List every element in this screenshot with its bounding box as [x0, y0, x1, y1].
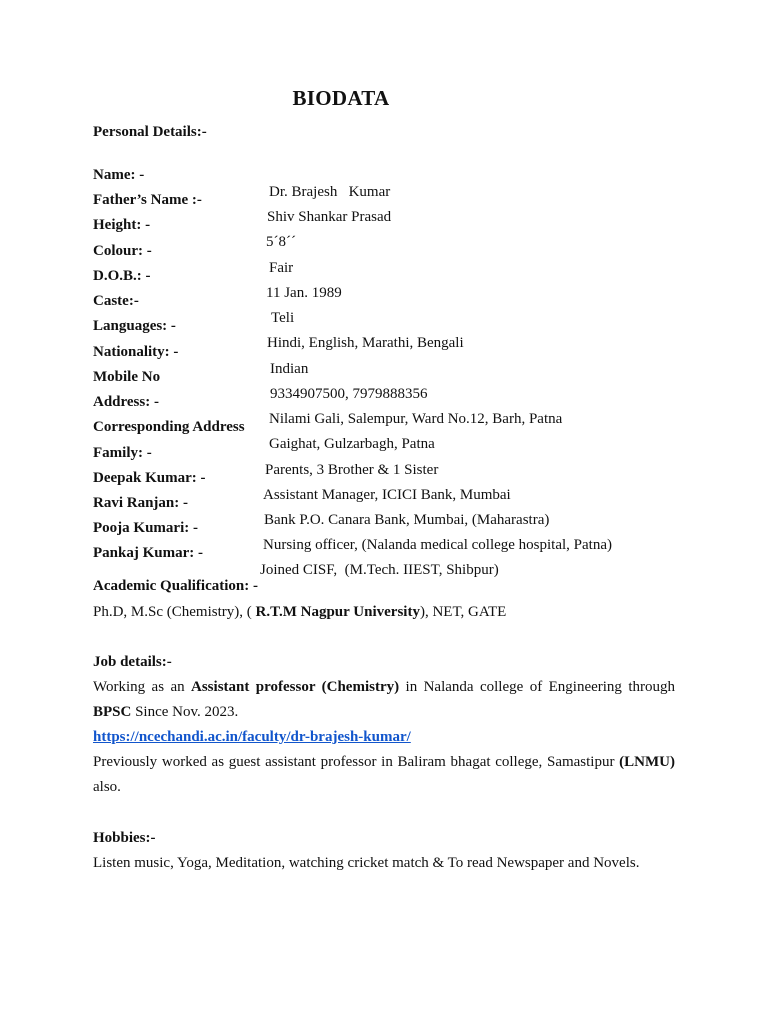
detail-label: Father’s Name :- [93, 192, 202, 208]
job-text-c: Since Nov. 2023. [131, 704, 239, 721]
detail-label: Deepak Kumar: - [93, 470, 206, 486]
detail-label: Languages: - [93, 318, 176, 334]
detail-label: Address: - [93, 394, 159, 410]
detail-value: 5´8´´ [266, 234, 296, 250]
detail-value: Assistant Manager, ICICI Bank, Mumbai [263, 487, 511, 503]
detail-value: Bank P.O. Canara Bank, Mumbai, (Maharastra) [264, 512, 550, 528]
detail-label: Nationality: - [93, 344, 179, 360]
academic-text-start: Ph.D, M.Sc (Chemistry), ( [93, 604, 256, 620]
detail-label: Pankaj Kumar: - [93, 545, 203, 561]
detail-value: Joined CISF, (M.Tech. IIEST, Shibpur) [260, 562, 499, 578]
detail-value: Shiv Shankar Prasad [267, 209, 392, 225]
hobbies-heading: Hobbies:- [93, 830, 156, 846]
detail-value: 11 Jan. 1989 [266, 285, 342, 301]
detail-value: Indian [270, 361, 309, 377]
job-text-b: in Nalanda college of Engineering through [399, 679, 675, 695]
university-name: R.T.M Nagpur University [255, 604, 420, 620]
detail-label: Corresponding Address [93, 419, 245, 435]
detail-label: Caste:- [93, 293, 139, 309]
page-title: BIODATA [292, 86, 390, 110]
academic-heading: Academic Qualification: - [93, 578, 258, 594]
detail-value: Dr. Brajesh Kumar [269, 184, 391, 200]
detail-label: Mobile No [93, 369, 161, 385]
detail-value: Teli [271, 310, 295, 326]
detail-label: Height: - [93, 217, 151, 233]
detail-value: Hindi, English, Marathi, Bengali [267, 335, 464, 351]
detail-value: Nursing officer, (Nalanda medical college hospital, Patna) [263, 537, 612, 553]
hobbies-text: Listen music, Yoga, Meditation, watching cricket match & To read Newspaper and Novels. [93, 855, 640, 871]
detail-value: Gaighat, Gulzarbagh, Patna [269, 436, 435, 452]
detail-value: Fair [269, 260, 294, 276]
job-paragraph-previous [93, 750, 675, 801]
faculty-profile-link[interactable]: https://ncechandi.ac.in/faculty/dr-brajesh-kumar/ [93, 729, 411, 745]
detail-label: Ravi Ranjan: - [93, 495, 189, 511]
previous-job-text: Previously worked as guest assistant professor in Baliram bhagat college, Samastipur [93, 754, 620, 770]
previous-job-text-end: also. [93, 779, 121, 796]
academic-text [93, 600, 675, 625]
previous-job-university: (LNMU) [619, 754, 675, 770]
job-heading: Job details:- [93, 654, 172, 670]
job-bpsc: BPSC [93, 704, 132, 721]
academic-text-end: ), NET, GATE [419, 604, 507, 620]
detail-label: Family: - [93, 445, 152, 461]
personal-details-heading: Personal Details:- [93, 124, 207, 140]
detail-value: 9334907500, 7979888356 [270, 386, 428, 402]
job-role: Assistant professor (Chemistry) [191, 679, 400, 695]
detail-label: Name: - [93, 167, 145, 183]
detail-value: Parents, 3 Brother & 1 Sister [265, 462, 439, 478]
detail-label: D.O.B.: - [93, 268, 151, 284]
detail-label: Colour: - [93, 243, 152, 259]
job-paragraph-current [93, 675, 675, 726]
job-text-a: Working as an [93, 679, 192, 695]
detail-label: Pooja Kumari: - [93, 520, 198, 536]
detail-value: Nilami Gali, Salempur, Ward No.12, Barh, Patna [269, 411, 563, 427]
